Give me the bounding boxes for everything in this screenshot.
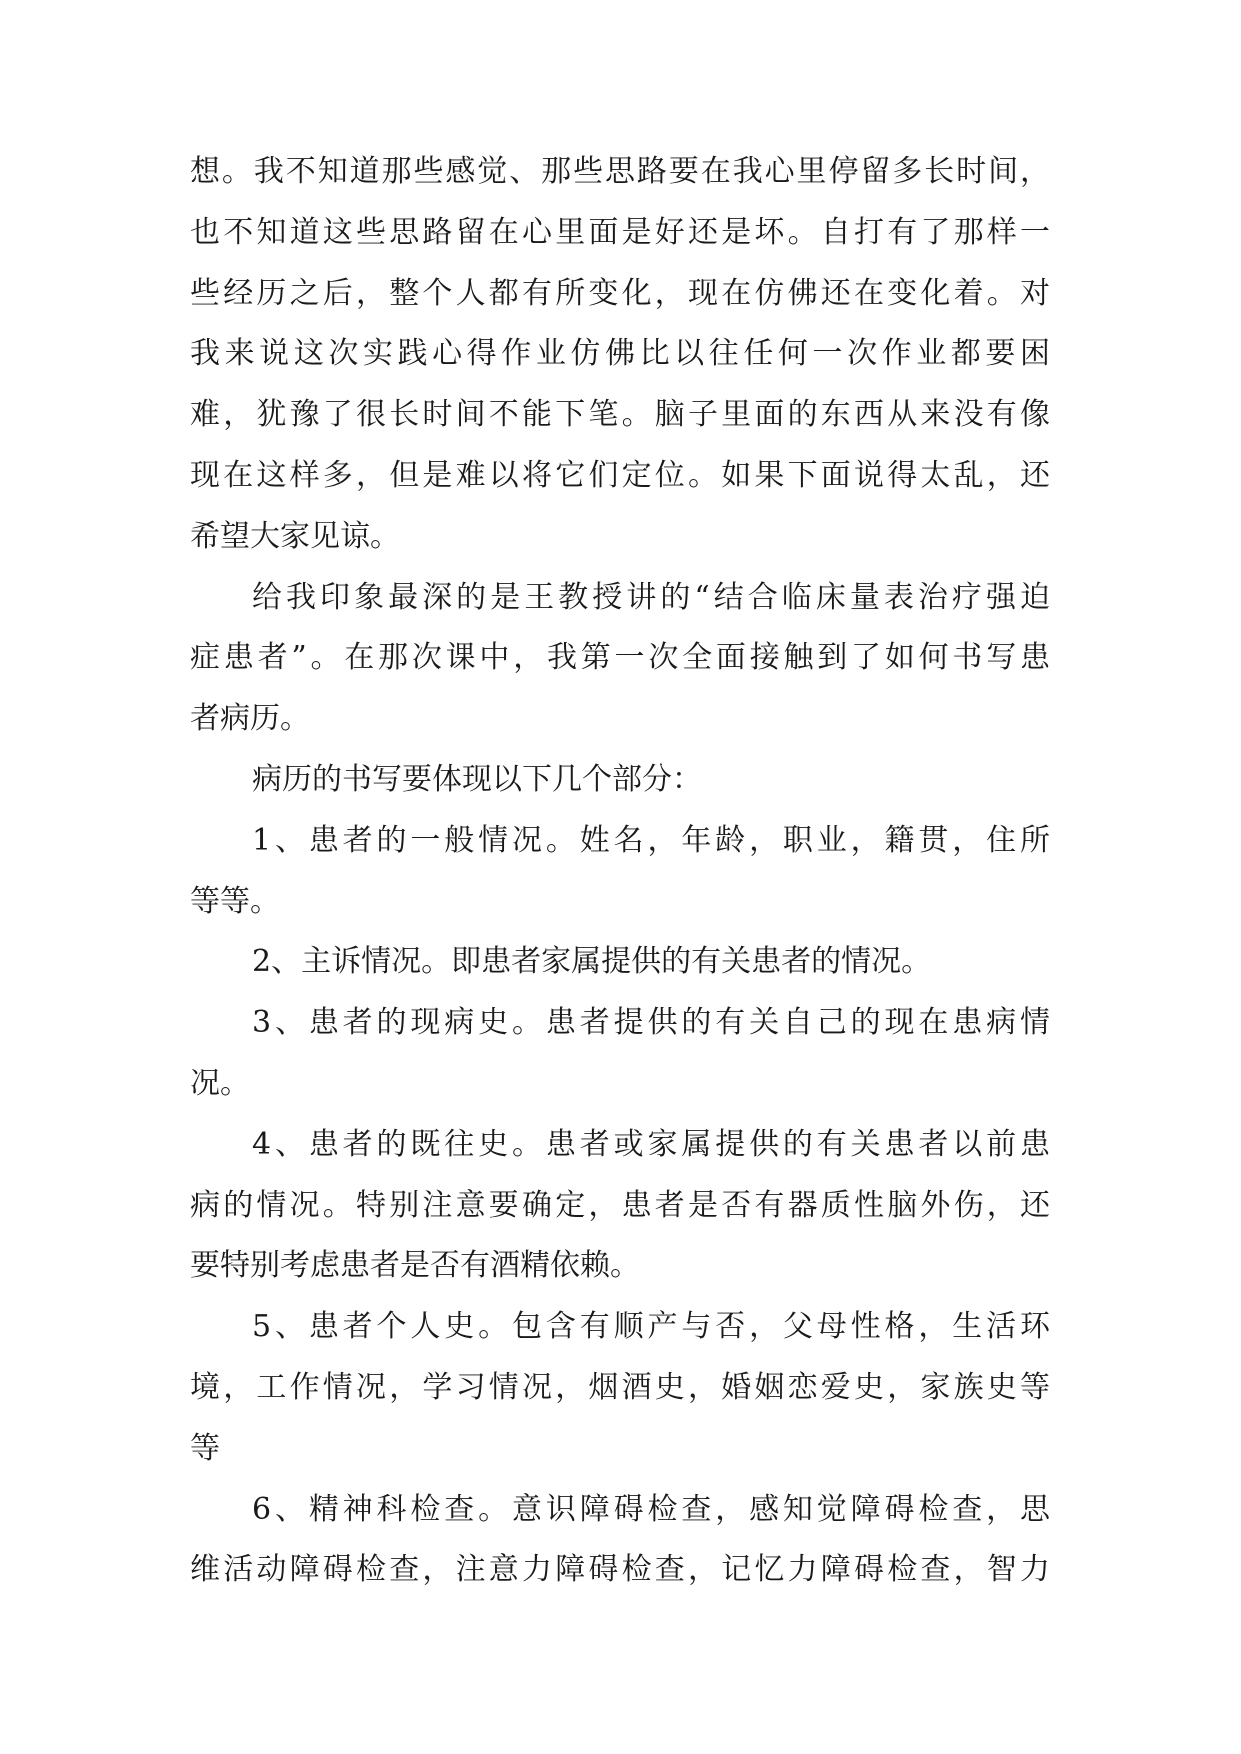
text-line: 给我印象最深的是王教授讲的“结合临床量表治疗强迫 xyxy=(252,579,1050,615)
text-line: 6、精神科检查。意识障碍检查，感知觉障碍检查，思 xyxy=(252,1491,1050,1527)
text-line: 希望大家见谅。 xyxy=(190,518,400,554)
text-line: 想。我不知道那些感觉、那些思路要在我心里停留多长时间， xyxy=(190,154,1050,189)
text-line: 病历的书写要体现以下几个部分： xyxy=(252,761,702,797)
text-line: 也不知道这些思路留在心里面是好还是坏。自打有了那样一 xyxy=(190,214,1050,250)
text-line: 现在这样多，但是难以将它们定位。如果下面说得太乱，还 xyxy=(190,457,1050,493)
text-line: 等 xyxy=(190,1430,220,1466)
text-line: 些经历之后，整个人都有所变化，现在仿佛还在变化着。对 xyxy=(190,275,1050,311)
text-line: 4、患者的既往史。患者或家属提供的有关患者以前患 xyxy=(252,1126,1050,1162)
text-line: 3、患者的现病史。患者提供的有关自己的现在患病情 xyxy=(252,1005,1050,1041)
body-text xyxy=(190,142,1050,1601)
text-line: 维活动障碍检查，注意力障碍检查，记忆力障碍检查，智力 xyxy=(190,1552,1050,1588)
text-line: 2、主诉情况。即患者家属提供的有关患者的情况。 xyxy=(252,944,932,980)
text-line: 症患者”。在那次课中，我第一次全面接触到了如何书写患 xyxy=(190,640,1050,676)
text-line: 难，犹豫了很长时间不能下笔。脑子里面的东西从来没有像 xyxy=(190,397,1050,433)
text-line: 5、患者个人史。包含有顺产与否，父母性格，生活环 xyxy=(252,1309,1050,1345)
text-line: 我来说这次实践心得作业仿佛比以往任何一次作业都要困 xyxy=(190,336,1050,372)
text-line: 况。 xyxy=(190,1065,250,1101)
text-line: 境，工作情况，学习情况，烟酒史，婚姻恋爱史，家族史等 xyxy=(190,1369,1050,1405)
text-line: 等等。 xyxy=(190,883,280,919)
text-line: 者病历。 xyxy=(190,701,310,737)
text-line: 1、患者的一般情况。姓名，年龄，职业，籍贯，住所 xyxy=(252,822,1050,858)
text-line: 要特别考虑患者是否有酒精依赖。 xyxy=(190,1248,640,1284)
text-line: 病的情况。特别注意要确定，患者是否有器质性脑外伤，还 xyxy=(190,1187,1050,1223)
